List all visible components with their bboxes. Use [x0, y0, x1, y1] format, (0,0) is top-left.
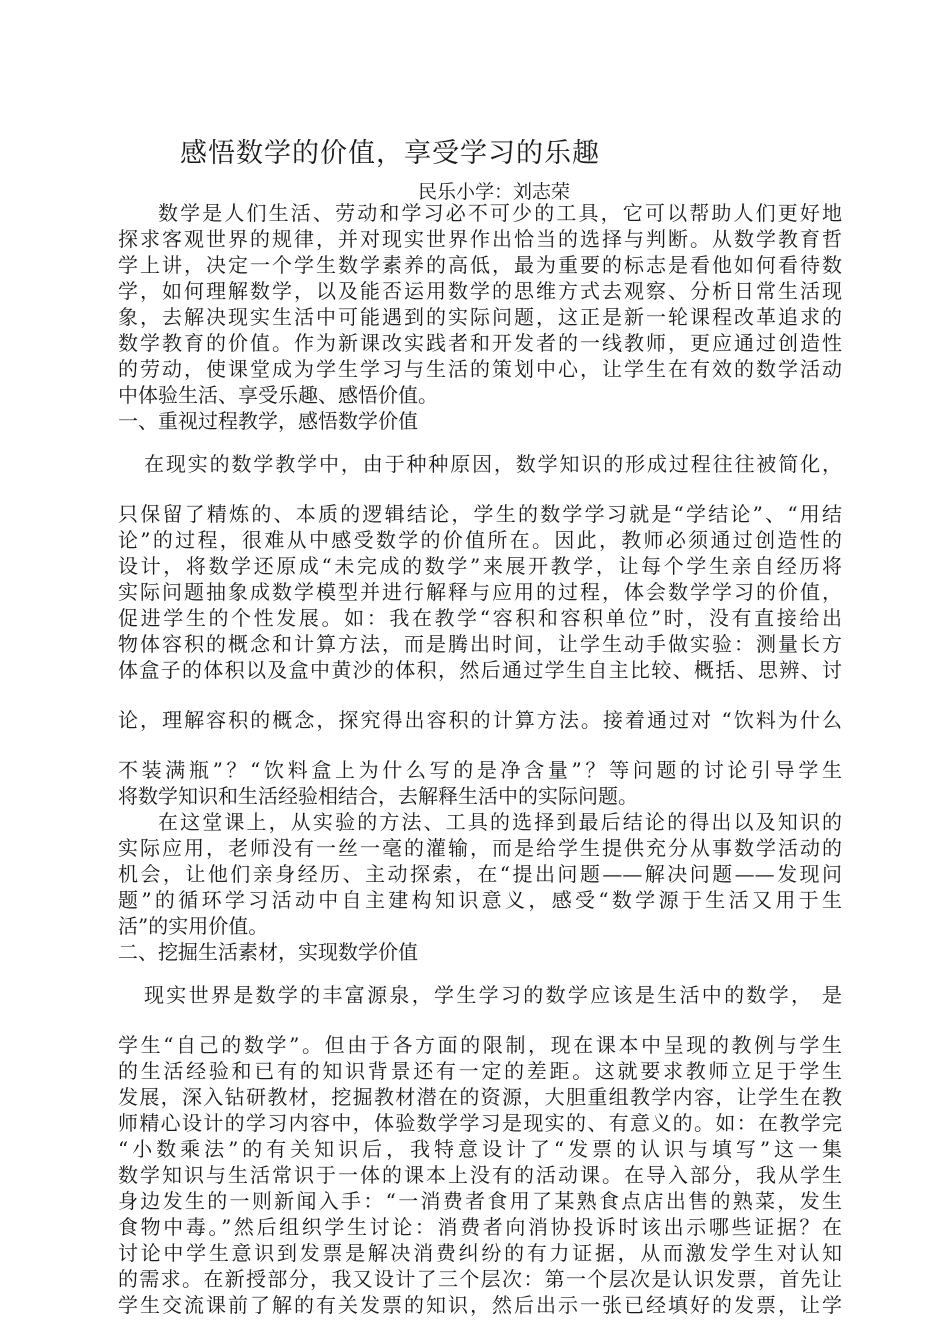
paragraph-line: 只保留了精炼的、本质的逻辑结论，学生的数学学习就是“学结论”、“用结 — [118, 502, 842, 526]
paragraph-line: 探求客观世界的规律，并对现实世界作出恰当的选择与判断。从数学教育哲 — [118, 227, 842, 251]
paragraph-line: 论，理解容积的概念，探究得出容积的计算方法。接着通过对 “饮料为什么 — [118, 708, 842, 732]
document-title: 感悟数学的价值，享受学习的乐趣 — [180, 138, 600, 169]
paragraph-line: 活”的实用价值。 — [118, 914, 269, 938]
paragraph-line: 师精心设计的学习内容中，体验数学学习是现实的、有意义的。如：在教学完 — [118, 1111, 842, 1135]
paragraph-line: 题”的循环学习活动中自主建构知识意义，感受“数学源于生活又用于生 — [118, 888, 842, 912]
paragraph-line: 数学教育的价值。作为新课改实践者和开发者的一线教师，更应通过创造性 — [118, 331, 842, 355]
paragraph-line: “小数乘法”的有关知识后，我特意设计了“发票的认识与填写”这一集 — [118, 1137, 842, 1161]
document-body — [118, 200, 842, 1318]
paragraph-line: 的生活经验和已有的知识背景还有一定的差距。这就要求教师立足于学生 — [118, 1059, 842, 1083]
paragraph-line: 发展，深入钻研教材，挖掘教材潜在的资源，大胆重组教学内容，让学生在教 — [118, 1085, 842, 1109]
paragraph-line: 数学知识与生活常识于一体的课本上没有的活动课。在导入部分，我从学生 — [118, 1163, 842, 1187]
section-heading-2: 二、挖掘生活素材，实现数学价值 — [118, 940, 418, 964]
paragraph-line: 的需求。在新授部分，我又设计了三个层次：第一个层次是认识发票，首先让 — [118, 1267, 842, 1291]
paragraph-line: 身边发生的一则新闻入手：“一消费者食用了某熟食点店出售的熟菜，发生 — [118, 1189, 842, 1213]
paragraph-line: 的劳动，使课堂成为学生学习与生活的策划中心，让学生在有效的数学活动 — [118, 357, 842, 381]
paragraph-line: 学，如何理解数学，以及能否运用数学的思维方式去观察、分析日常生活现 — [118, 279, 842, 303]
paragraph-line: 食物中毒。”然后组织学生讨论：消费者向消协投诉时该出示哪些证据？在 — [118, 1215, 842, 1239]
paragraph-line: 将数学知识和生活经验相结合，去解释生活中的实际问题。 — [118, 784, 638, 808]
paragraph-line: 实际问题抽象成数学模型并进行解释与应用的过程，体会数学学习的价值， — [118, 580, 842, 604]
paragraph-line: 现实世界是数学的丰富源泉，学生学习的数学应该是生活中的数学， 是 — [144, 983, 842, 1007]
section-heading-1: 一、重视过程教学，感悟数学价值 — [118, 409, 418, 433]
paragraph-line: 实际应用，老师没有一丝一毫的灌输，而是给学生提供充分从事数学活动的 — [118, 836, 842, 860]
paragraph-line: 学生交流课前了解的有关发票的知识，然后出示一张已经填好的发票，让学 — [118, 1293, 842, 1317]
paragraph-line: 在这堂课上，从实验的方法、工具的选择到最后结论的得出以及知识的 — [158, 810, 842, 834]
paragraph-line: 在现实的数学教学中，由于种种原因，数学知识的形成过程往往被简化， — [144, 452, 842, 476]
paragraph-line: 机会，让他们亲身经历、主动探索，在“提出问题——解决问题——发现问 — [118, 862, 842, 886]
paragraph-line: 论”的过程，很难从中感受数学的价值所在。因此，教师必须通过创造性的 — [118, 528, 842, 552]
paragraph-line: 学生“自己的数学”。但由于各方面的限制，现在课本中呈现的教例与学生 — [118, 1033, 842, 1057]
paragraph-line: 设计，将数学还原成“未完成的数学”来展开教学，让每个学生亲自经历将 — [118, 554, 842, 578]
paragraph-line: 不装满瓶”？“饮料盒上为什么写的是净含量”？等问题的讨论引导学生 — [118, 758, 842, 782]
document-author: 民乐小学：刘志荣 — [418, 181, 571, 203]
paragraph-line: 讨论中学生意识到发票是解决消费纠纷的有力证据，从而激发学生对认知 — [118, 1241, 842, 1265]
paragraph-line: 促进学生的个性发展。如：我在教学“容积和容积单位”时，没有直接给出 — [118, 606, 842, 630]
paragraph-line: 学上讲，决定一个学生数学素养的高低，最为重要的标志是看他如何看待数 — [118, 253, 842, 277]
paragraph-line: 物体容积的概念和计算方法，而是腾出时间，让学生动手做实验：测量长方 — [118, 632, 842, 656]
paragraph-line: 中体验生活、享受乐趣、感悟价值。 — [118, 383, 438, 407]
paragraph-line: 象，去解决现实生活中可能遇到的实际问题，这正是新一轮课程改革追求的 — [118, 305, 842, 329]
paragraph-line: 体盒子的体积以及盒中黄沙的体积，然后通过学生自主比较、概括、思辨、讨 — [118, 658, 842, 682]
paragraph-line: 数学是人们生活、劳动和学习必不可少的工具，它可以帮助人们更好地 — [158, 201, 842, 225]
